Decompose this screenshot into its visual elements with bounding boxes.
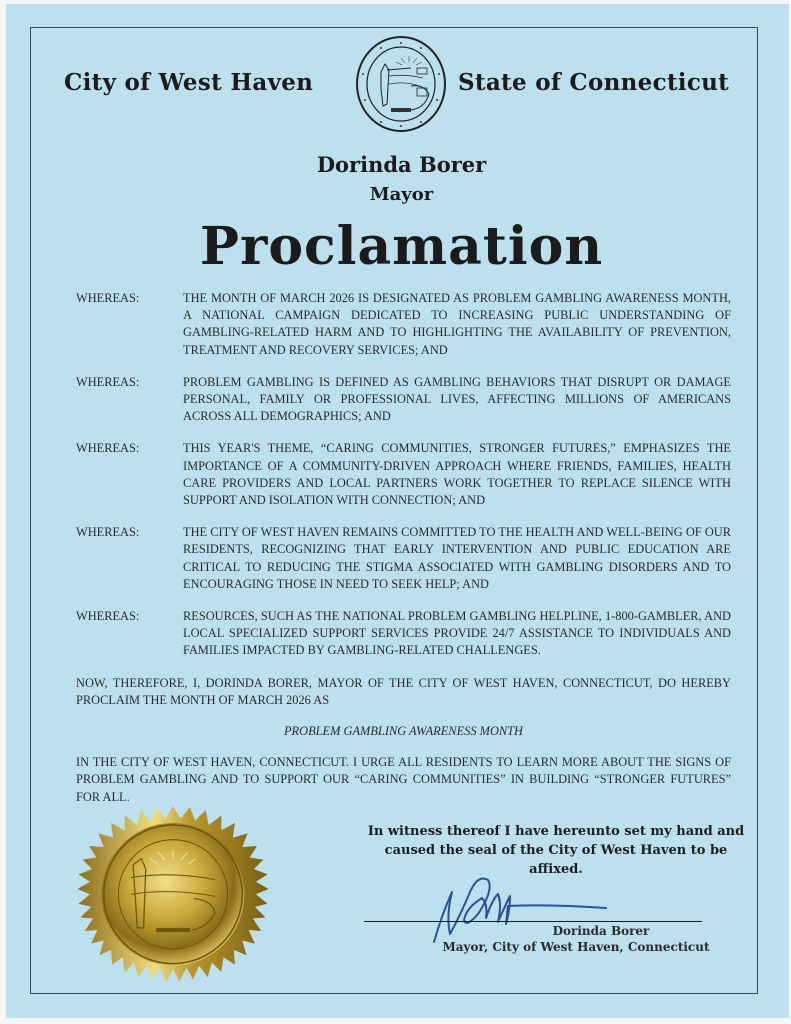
whereas-clause [76, 608, 731, 660]
now-therefore-paragraph: NOW, THEREFORE, I, DORINDA BORER, MAYOR OF THE CITY OF WEST HAVEN, CONNECTICUT, DO HEREBY PROCLAIM THE MONTH OF MARCH 2026 AS [76, 675, 731, 707]
page-title: Proclamation [199, 216, 604, 277]
gold-seal-icon [68, 804, 278, 1014]
whereas-label: WHEREAS: [76, 291, 140, 305]
mayor-name: Dorinda Borer [316, 152, 487, 177]
whereas-text: PROBLEM GAMBLING IS DEFINED AS GAMBLING BEHAVIORS THAT DISRUPT OR DAMAGE PERSONAL, FAMILY OR PROFESSIONAL LIVES, AFFECTING MILLIONS OF AMERICANS ACROSS ALL DEMOGRAPHICS; AND [183, 374, 731, 424]
witness-line-2: caused the seal of the City of West Haven to be affixed. [384, 843, 728, 877]
whereas-text: THE CITY OF WEST HAVEN REMAINS COMMITTED TO THE HEALTH AND WELL-BEING OF OUR RESIDENTS, RECOGNIZING THAT EARLY INTERVENTION AND PUBLIC EDUCATION ARE CRITICAL TO REDUCING THE STIGMA ASSOCIATED WITH GAMBLING DISORDERS AND TO ENCOURAGING THOSE IN NEED TO SEEK HELP; AND [183, 525, 731, 591]
whereas-label: WHEREAS: [76, 609, 140, 624]
proclaimed-observance: PROBLEM GAMBLING AWARENESS MONTH [283, 724, 523, 739]
closing-paragraph: IN THE CITY OF WEST HAVEN, CONNECTICUT. I URGE ALL RESIDENTS TO LEARN MORE ABOUT THE SIGNS OF PROBLEM GAMBLING AND TO SUPPORT OUR “CARING COMMUNITIES” IN BUILDING “STRONGER FUTURES” FOR ALL. [76, 755, 731, 804]
whereas-text: THE MONTH OF MARCH 2026 IS DESIGNATED AS PROBLEM GAMBLING AWARENESS MONTH, A NATIONAL CAMPAIGN DEDICATED TO INCREASING PUBLIC UNDERSTANDING OF GAMBLING-RELATED HARM AND TO HIGHLIGHTING THE AVAILABILITY OF PREVENTION, TREATMENT AND RECOVERY SERVICES; AND [183, 291, 731, 357]
state-heading: State of Connecticut [458, 69, 730, 96]
whereas-text: THIS YEAR'S THEME, “CARING COMMUNITIES, STRONGER FUTURES,” EMPHASIZES THE IMPORTANCE OF A COMMUNITY-DRIVEN APPROACH WHERE FRIENDS, FAMILIES, HEALTH CARE PROVIDERS AND LOCAL PARTNERS WORK TOGETHER TO REPLACE SILENCE WITH SUPPORT AND ISOLATION WITH CONNECTION; AND [183, 441, 731, 508]
proclamation-page [6, 4, 789, 1018]
signatory-name: Dorinda Borer [552, 924, 650, 938]
city-heading: City of West Haven [64, 69, 314, 96]
witness-line-1: In witness thereof I have hereunto set my hand and [367, 824, 745, 839]
whereas-clause [76, 440, 731, 509]
whereas-clause [76, 524, 731, 593]
city-seal-icon [351, 34, 451, 134]
whereas-clause [76, 374, 731, 426]
signatory-title: Mayor, City of West Haven, Connecticut [442, 940, 710, 954]
whereas-text: RESOURCES, SUCH AS THE NATIONAL PROBLEM GAMBLING HELPLINE, 1-800-GAMBLER, AND LOCAL SPECIALIZED SUPPORT SERVICES PROVIDE 24/7 ASSISTANCE TO INDIVIDUALS AND FAMILIES IMPACTED BY GAMBLING-RELATED CHALLENGES. [183, 609, 731, 658]
whereas-label: WHEREAS: [76, 374, 140, 389]
mayor-title: Mayor [369, 184, 434, 205]
whereas-clause [76, 290, 731, 359]
signature-line [364, 921, 702, 922]
whereas-label: WHEREAS: [76, 525, 140, 540]
whereas-label: WHEREAS: [76, 441, 140, 456]
proclamation-body [76, 290, 731, 820]
